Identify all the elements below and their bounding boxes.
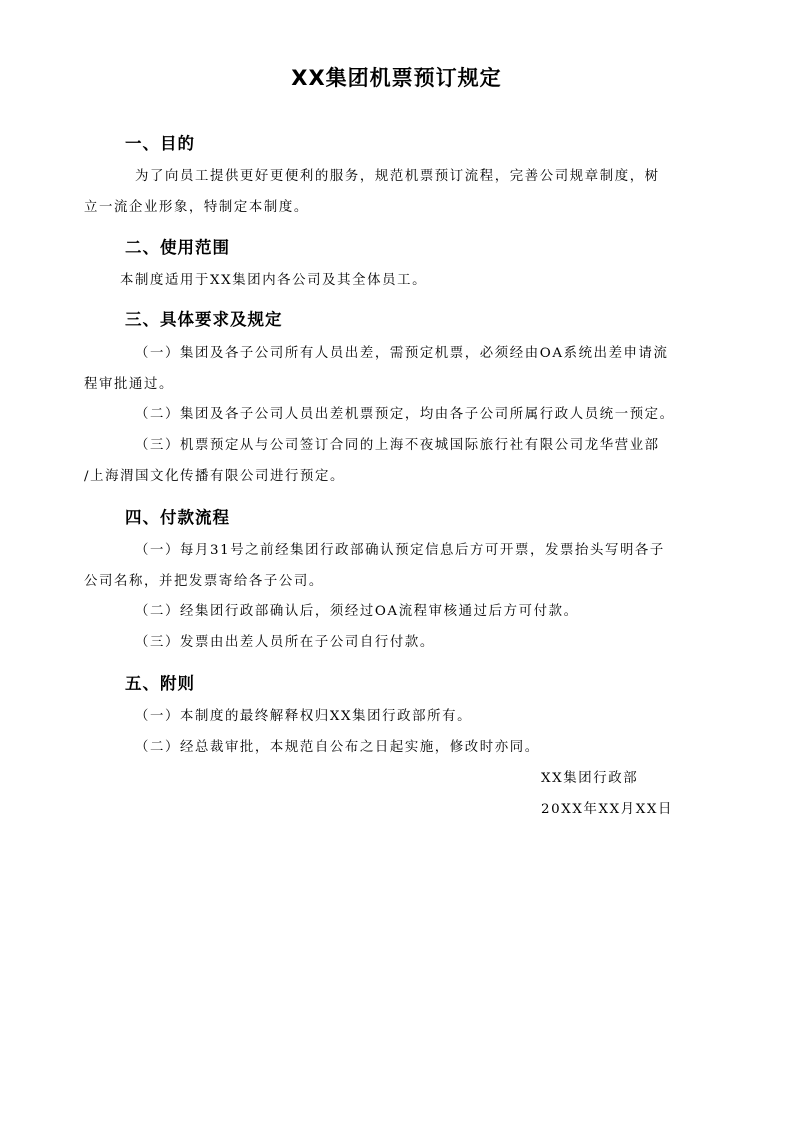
paragraph-purpose-line2: 立一流企业形象，特制定本制度。	[84, 200, 309, 215]
paragraph-req-1-line2: 程审批通过。	[84, 377, 174, 392]
paragraph-req-2: （二）集团及各子公司人员出差机票预定，均由各子公司所属行政人员统一预定。	[135, 407, 675, 422]
paragraph-purpose-line1: 为了向员工提供更好更便利的服务，规范机票预订流程，完善公司规章制度，树	[135, 169, 660, 184]
paragraph-pay-1-line1: （一）每月31号之前经集团行政部确认预定信息后方可开票，发票抬头写明各子	[135, 543, 665, 558]
document-title: XX集团机票预订规定	[291, 66, 502, 90]
section-heading-scope: 二、使用范围	[125, 238, 230, 257]
paragraph-req-3-line2: /上海渭国文化传播有限公司进行预定。	[84, 469, 345, 484]
section-heading-purpose: 一、目的	[125, 134, 195, 153]
section-heading-appendix: 五、附则	[125, 674, 195, 693]
signature-department: XX集团行政部	[541, 771, 639, 786]
section-heading-requirements: 三、具体要求及规定	[125, 310, 283, 329]
paragraph-req-1-line1: （一）集团及各子公司所有人员出差，需预定机票，必须经由OA系统出差申请流	[135, 346, 669, 361]
paragraph-scope: 本制度适用于XX集团内各公司及其全体员工。	[120, 273, 428, 288]
paragraph-pay-3: （三）发票由出差人员所在子公司自行付款。	[135, 635, 435, 650]
paragraph-appendix-2: （二）经总裁审批，本规范自公布之日起实施，修改时亦同。	[135, 740, 540, 755]
paragraph-pay-2: （二）经集团行政部确认后，须经过OA流程审核通过后方可付款。	[135, 604, 579, 619]
section-heading-payment: 四、付款流程	[125, 508, 230, 527]
paragraph-req-3-line1: （三）机票预定从与公司签订合同的上海不夜城国际旅行社有限公司龙华营业部	[135, 438, 660, 453]
paragraph-pay-1-line2: 公司名称，并把发票寄给各子公司。	[84, 574, 324, 589]
signature-date: 20XX年XX月XX日	[541, 802, 674, 817]
paragraph-appendix-1: （一）本制度的最终解释权归XX集团行政部所有。	[135, 709, 473, 724]
